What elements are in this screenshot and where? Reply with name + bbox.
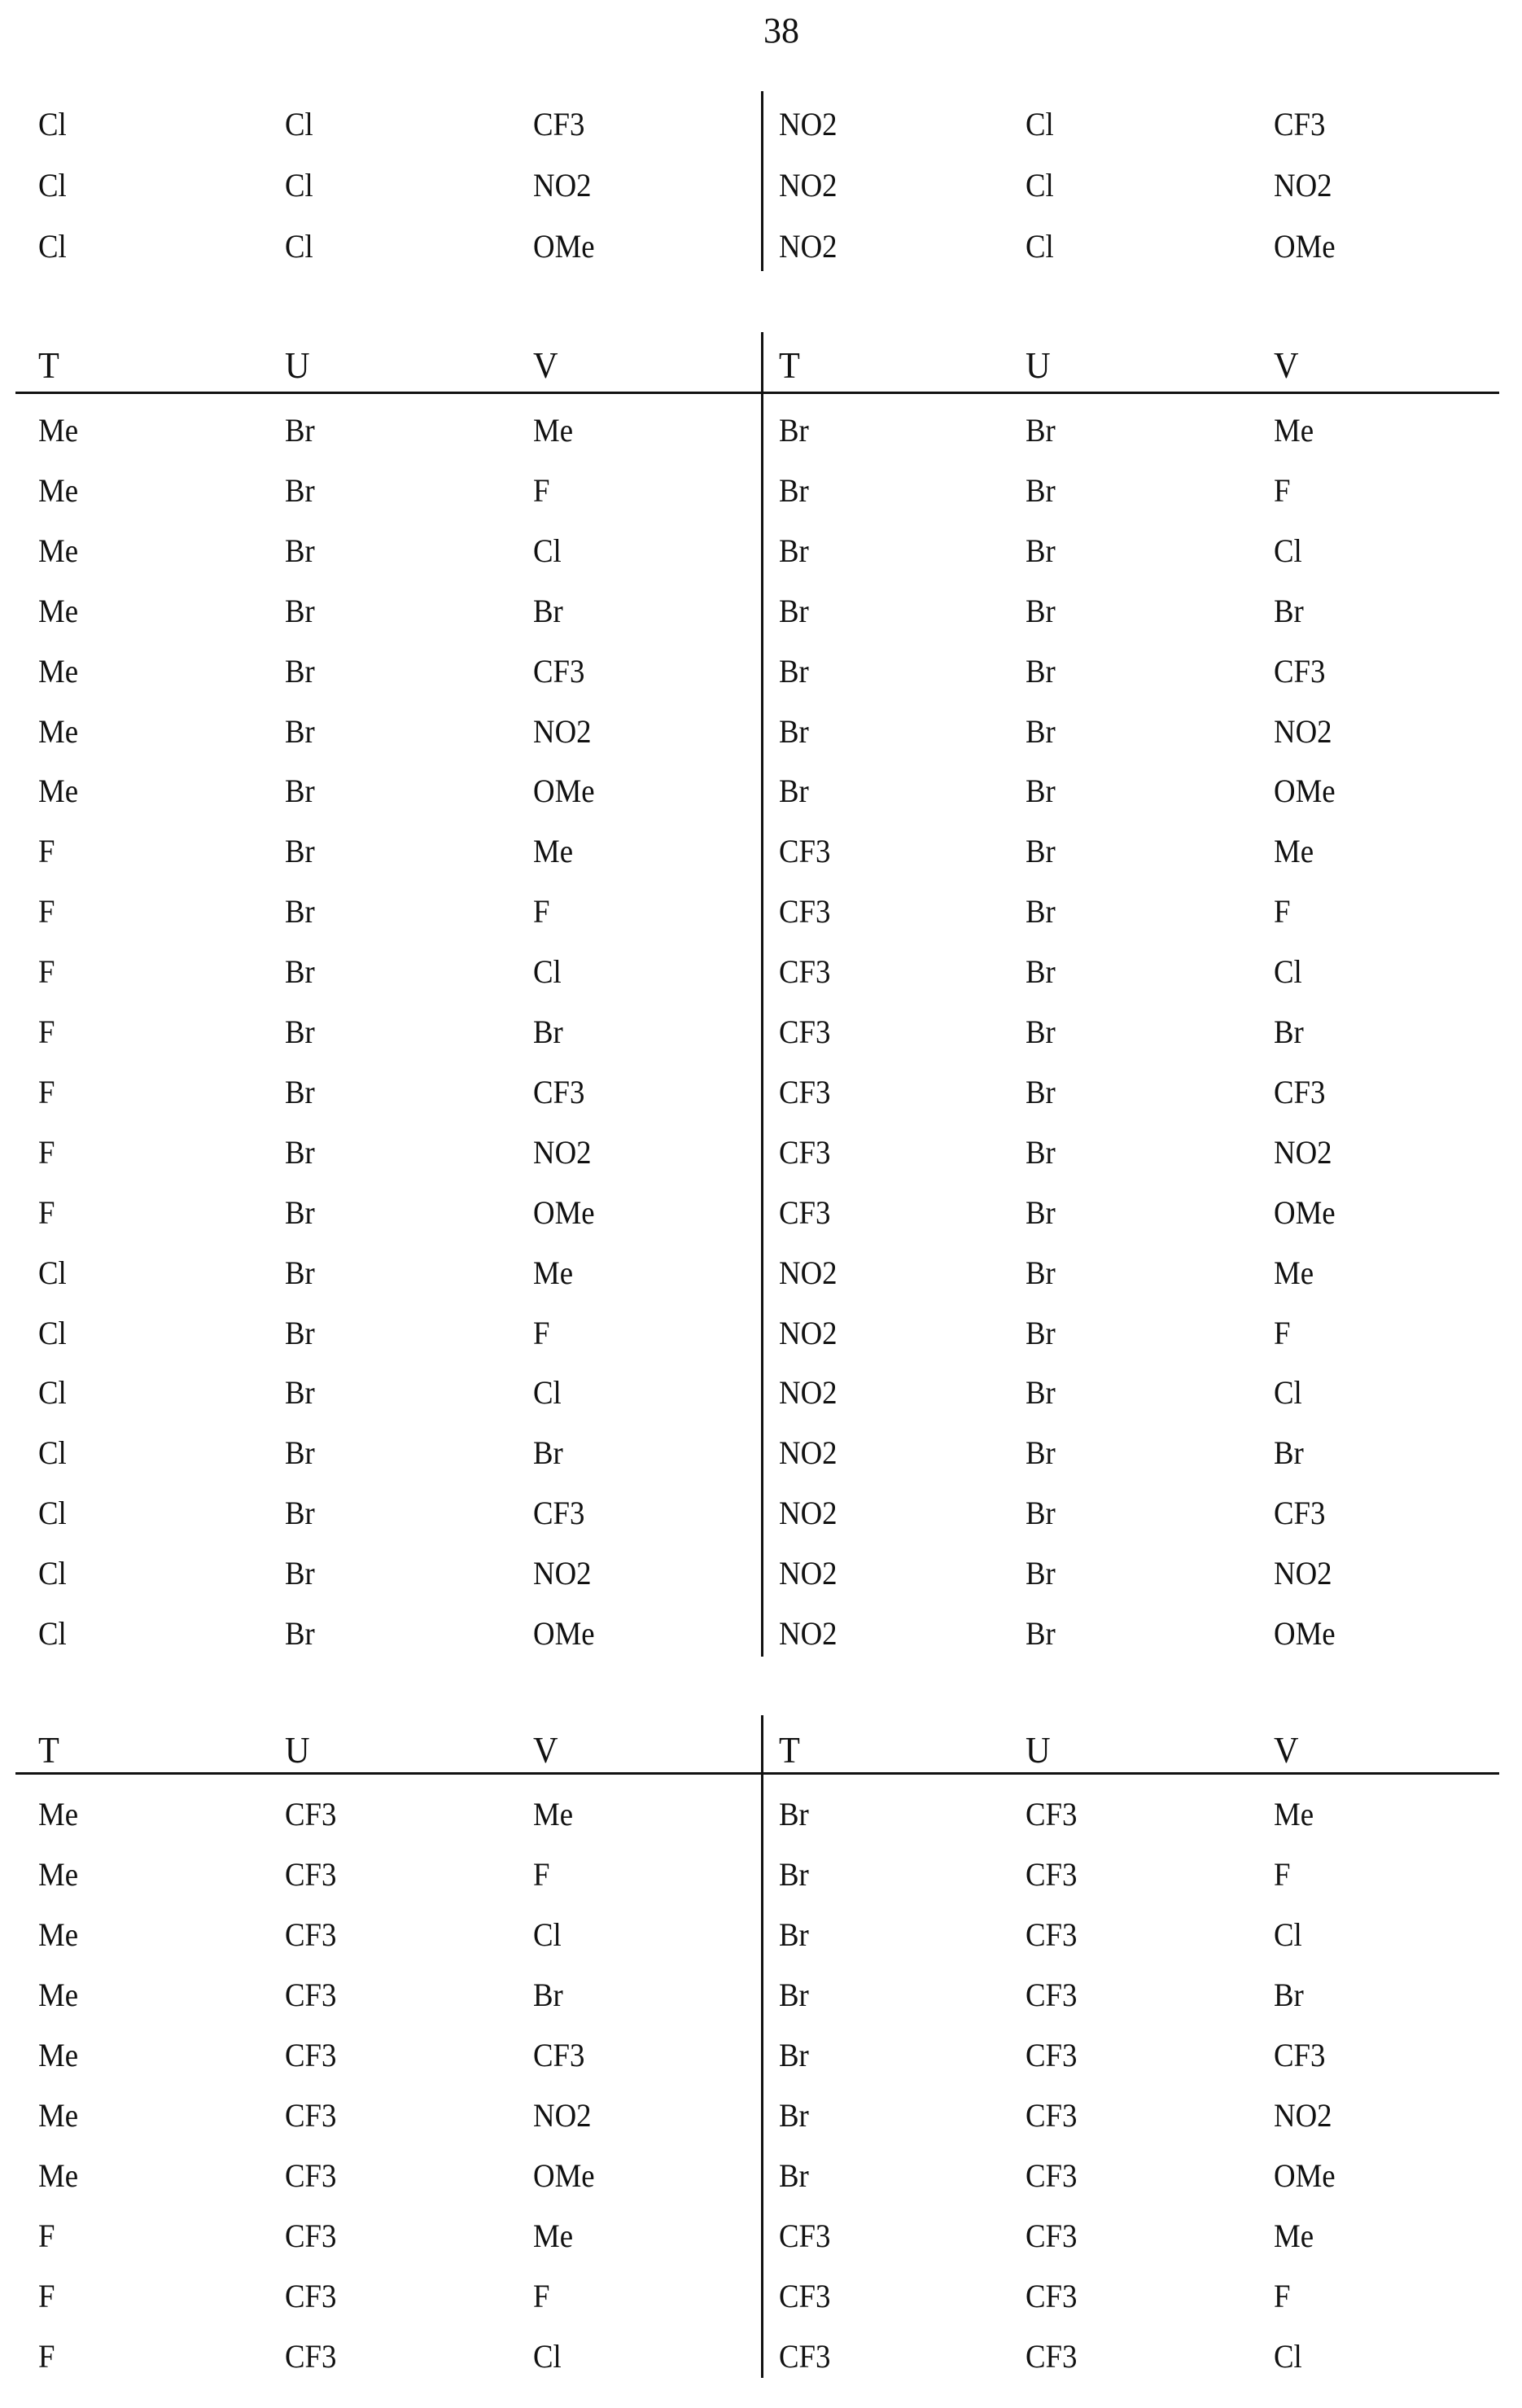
table-cell: Br — [285, 1012, 315, 1053]
table-cell: Cl — [533, 952, 562, 992]
table-cell: Br — [285, 1373, 315, 1413]
table-cell: Cl — [38, 226, 67, 267]
table-cell: F — [38, 891, 55, 932]
table-cell: CF3 — [779, 2216, 830, 2257]
table-cell: CF3 — [1026, 1915, 1077, 1955]
table-cell: F — [38, 952, 55, 992]
table-cell: F — [1274, 2276, 1290, 2317]
table-cell: Br — [285, 1493, 315, 1534]
table-cell: Cl — [38, 165, 67, 206]
table-cell: NO2 — [1274, 2095, 1332, 2136]
table-cell: NO2 — [779, 1553, 838, 1594]
table-cell: CF3 — [1026, 2216, 1077, 2257]
table-cell: CF3 — [779, 2336, 830, 2377]
table-cell: CF3 — [779, 1072, 830, 1113]
table-cell: Cl — [533, 1373, 562, 1413]
table-cell: CF3 — [285, 1975, 336, 2016]
table-cell: NO2 — [779, 1313, 838, 1354]
table-cell: F — [533, 1313, 549, 1354]
table-cell: Br — [779, 771, 809, 812]
table-cell: F — [38, 1132, 55, 1173]
table-cell: CF3 — [1026, 1794, 1077, 1835]
table-cell: Br — [1026, 410, 1056, 451]
table-cell: OMe — [1274, 1193, 1336, 1233]
table-cell: CF3 — [285, 2035, 336, 2076]
table-cell: CF3 — [285, 2216, 336, 2257]
table-cell: Br — [1274, 1433, 1304, 1473]
column-header: T — [779, 345, 800, 386]
table-cell: Me — [533, 1253, 573, 1294]
table-cell: Me — [533, 1794, 573, 1835]
table-cell: CF3 — [533, 1072, 584, 1113]
table-cell: Cl — [1274, 1915, 1302, 1955]
table-cell: OMe — [533, 226, 595, 267]
table-cell: Br — [779, 471, 809, 511]
table-cell: Br — [285, 531, 315, 571]
table-cell: Cl — [1274, 952, 1302, 992]
column-header: U — [1026, 1730, 1051, 1771]
table-cell: Cl — [285, 104, 313, 145]
table-cell: CF3 — [533, 651, 584, 692]
table-cell: Me — [38, 531, 78, 571]
column-divider — [761, 332, 763, 1657]
table-cell: Br — [285, 711, 315, 752]
table-cell: Br — [1274, 1975, 1304, 2016]
table-cell: Me — [38, 2156, 78, 2196]
table-cell: Br — [1026, 771, 1056, 812]
table-cell: Br — [779, 531, 809, 571]
table-cell: CF3 — [779, 831, 830, 872]
table-cell: Br — [533, 1012, 563, 1053]
table-cell: CF3 — [1274, 1493, 1325, 1534]
table-cell: OMe — [533, 771, 595, 812]
table-cell: F — [38, 1012, 55, 1053]
column-header: V — [533, 345, 558, 386]
table-cell: NO2 — [779, 226, 838, 267]
table-cell: OMe — [1274, 771, 1336, 812]
table-cell: CF3 — [779, 952, 830, 992]
table-cell: CF3 — [1274, 651, 1325, 692]
table-cell: Br — [1026, 1193, 1056, 1233]
table-cell: Br — [285, 1553, 315, 1594]
table-cell: CF3 — [779, 1012, 830, 1053]
table-cell: Br — [533, 1433, 563, 1473]
table-cell: Me — [1274, 410, 1314, 451]
table-cell: NO2 — [533, 1132, 592, 1173]
column-header: U — [285, 1730, 310, 1771]
table-cell: Br — [1026, 831, 1056, 872]
table-cell: Br — [779, 591, 809, 632]
table-cell: CF3 — [779, 891, 830, 932]
table-cell: Me — [533, 831, 573, 872]
table-cell: F — [38, 2336, 55, 2377]
table-cell: NO2 — [779, 104, 838, 145]
table-cell: CF3 — [533, 104, 584, 145]
table-cell: Br — [285, 1072, 315, 1113]
table-cell: Br — [1026, 471, 1056, 511]
table-cell: OMe — [1274, 1613, 1336, 1654]
table-cell: Cl — [1026, 165, 1054, 206]
table-cell: Br — [285, 1313, 315, 1354]
table-cell: CF3 — [1026, 2336, 1077, 2377]
table-cell: Br — [285, 771, 315, 812]
table-cell: CF3 — [1026, 1975, 1077, 2016]
table-cell: Cl — [38, 1433, 67, 1473]
table-cell: Cl — [38, 1553, 67, 1594]
table-cell: Br — [285, 1193, 315, 1233]
table-cell: Cl — [533, 531, 562, 571]
table-cell: Me — [38, 2035, 78, 2076]
table-cell: CF3 — [1026, 2276, 1077, 2317]
table-cell: OMe — [1274, 2156, 1336, 2196]
table-cell: NO2 — [779, 1433, 838, 1473]
table-cell: Br — [1026, 1072, 1056, 1113]
table-cell: F — [38, 831, 55, 872]
table-cell: Br — [779, 1915, 809, 1955]
table-cell: Cl — [533, 2336, 562, 2377]
table-cell: Br — [1026, 1493, 1056, 1534]
table-cell: Me — [38, 771, 78, 812]
table-cell: Br — [533, 591, 563, 632]
table-cell: CF3 — [1274, 1072, 1325, 1113]
table-cell: F — [533, 891, 549, 932]
table-cell: F — [38, 2276, 55, 2317]
table-cell: NO2 — [779, 165, 838, 206]
table-cell: Br — [1026, 711, 1056, 752]
table-cell: Br — [779, 2095, 809, 2136]
column-header: T — [779, 1730, 800, 1771]
table-cell: Br — [285, 651, 315, 692]
table-cell: Cl — [38, 1253, 67, 1294]
table-cell: Br — [1274, 1012, 1304, 1053]
table-cell: Br — [1026, 1132, 1056, 1173]
table-cell: Me — [38, 1794, 78, 1835]
table-cell: NO2 — [533, 1553, 592, 1594]
table-cell: CF3 — [285, 1854, 336, 1895]
table-cell: Br — [285, 1253, 315, 1294]
table-cell: Br — [285, 952, 315, 992]
table-cell: Br — [1026, 651, 1056, 692]
table-cell: CF3 — [533, 1493, 584, 1534]
table-cell: CF3 — [1026, 2156, 1077, 2196]
table-cell: Me — [38, 2095, 78, 2136]
table-cell: OMe — [533, 1613, 595, 1654]
table-cell: NO2 — [533, 2095, 592, 2136]
table-cell: Br — [285, 891, 315, 932]
table-cell: NO2 — [1274, 1553, 1332, 1594]
table-cell: CF3 — [779, 2276, 830, 2317]
table-cell: NO2 — [1274, 165, 1332, 206]
table-cell: NO2 — [779, 1253, 838, 1294]
column-header: V — [1274, 345, 1299, 386]
table-cell: CF3 — [1274, 2035, 1325, 2076]
table-cell: Cl — [285, 165, 313, 206]
table-cell: F — [1274, 891, 1290, 932]
column-divider — [761, 91, 763, 271]
table-cell: CF3 — [533, 2035, 584, 2076]
table-cell: Cl — [38, 1613, 67, 1654]
table-cell: Br — [1026, 891, 1056, 932]
table-cell: Br — [1026, 591, 1056, 632]
table-cell: Br — [285, 410, 315, 451]
table-cell: F — [533, 471, 549, 511]
table-cell: Cl — [533, 1915, 562, 1955]
table-cell: Me — [38, 1854, 78, 1895]
page-number: 38 — [0, 10, 1522, 51]
table-cell: Cl — [1274, 1373, 1302, 1413]
table-cell: Me — [38, 410, 78, 451]
table-cell: Br — [779, 1794, 809, 1835]
table-cell: Br — [1026, 531, 1056, 571]
table-cell: Br — [533, 1975, 563, 2016]
table-cell: Cl — [38, 1313, 67, 1354]
table-cell: Br — [1026, 1433, 1056, 1473]
table-cell: NO2 — [779, 1613, 838, 1654]
table-cell: NO2 — [533, 711, 592, 752]
table-cell: CF3 — [285, 2276, 336, 2317]
table-cell: Br — [779, 711, 809, 752]
table-cell: Br — [285, 1433, 315, 1473]
table-cell: F — [1274, 471, 1290, 511]
table-cell: Cl — [285, 226, 313, 267]
table-cell: F — [38, 2216, 55, 2257]
table-cell: Br — [285, 591, 315, 632]
table-cell: Br — [779, 1854, 809, 1895]
table-cell: NO2 — [1274, 711, 1332, 752]
table-cell: NO2 — [533, 165, 592, 206]
table-cell: Me — [38, 651, 78, 692]
header-rule — [15, 392, 1499, 394]
table-cell: Br — [1274, 591, 1304, 632]
header-rule — [15, 1772, 1499, 1775]
table-cell: Br — [1026, 952, 1056, 992]
table-cell: CF3 — [779, 1132, 830, 1173]
table-cell: Me — [1274, 831, 1314, 872]
table-cell: Cl — [1026, 104, 1054, 145]
table-cell: CF3 — [285, 1794, 336, 1835]
table-cell: CF3 — [1026, 2095, 1077, 2136]
column-header: U — [1026, 345, 1051, 386]
table-cell: CF3 — [1026, 2035, 1077, 2076]
table-cell: CF3 — [779, 1193, 830, 1233]
table-cell: Me — [38, 711, 78, 752]
table-cell: Br — [779, 2156, 809, 2196]
table-cell: Me — [38, 1975, 78, 2016]
table-cell: Me — [1274, 1794, 1314, 1835]
table-cell: Me — [1274, 2216, 1314, 2257]
table-cell: CF3 — [1026, 1854, 1077, 1895]
table-cell: F — [533, 2276, 549, 2317]
table-cell: F — [38, 1072, 55, 1113]
table-cell: Br — [779, 1975, 809, 2016]
table-cell: CF3 — [285, 1915, 336, 1955]
table-cell: Me — [533, 410, 573, 451]
table-cell: OMe — [533, 1193, 595, 1233]
column-header: U — [285, 345, 310, 386]
table-cell: Cl — [1274, 531, 1302, 571]
table-cell: CF3 — [285, 2336, 336, 2377]
column-header: T — [38, 345, 59, 386]
table-cell: Br — [1026, 1313, 1056, 1354]
table-cell: Cl — [1026, 226, 1054, 267]
table-cell: NO2 — [1274, 1132, 1332, 1173]
table-cell: Me — [38, 1915, 78, 1955]
table-cell: NO2 — [779, 1373, 838, 1413]
table-cell: Me — [533, 2216, 573, 2257]
table-cell: Br — [285, 1613, 315, 1654]
table-cell: F — [38, 1193, 55, 1233]
table-cell: Me — [1274, 1253, 1314, 1294]
table-cell: Br — [1026, 1613, 1056, 1654]
table-cell: Br — [285, 471, 315, 511]
table-cell: Cl — [1274, 2336, 1302, 2377]
table-cell: NO2 — [779, 1493, 838, 1534]
table-cell: Br — [285, 1132, 315, 1173]
column-header: V — [1274, 1730, 1299, 1771]
column-divider — [761, 1715, 763, 2378]
table-cell: OMe — [533, 2156, 595, 2196]
table-cell: Me — [38, 591, 78, 632]
table-cell: CF3 — [1274, 104, 1325, 145]
column-header: T — [38, 1730, 59, 1771]
table-cell: CF3 — [285, 2095, 336, 2136]
table-cell: Cl — [38, 1373, 67, 1413]
table-cell: Cl — [38, 104, 67, 145]
table-cell: Br — [779, 651, 809, 692]
table-cell: Br — [779, 2035, 809, 2076]
table-cell: Br — [285, 831, 315, 872]
table-cell: F — [1274, 1854, 1290, 1895]
table-cell: Br — [1026, 1373, 1056, 1413]
table-cell: Br — [1026, 1253, 1056, 1294]
table-cell: Br — [779, 410, 809, 451]
table-cell: Cl — [38, 1493, 67, 1534]
table-cell: Br — [1026, 1553, 1056, 1594]
table-cell: Br — [1026, 1012, 1056, 1053]
table-cell: F — [533, 1854, 549, 1895]
table-cell: Me — [38, 471, 78, 511]
column-header: V — [533, 1730, 558, 1771]
table-cell: OMe — [1274, 226, 1336, 267]
table-cell: CF3 — [285, 2156, 336, 2196]
table-cell: F — [1274, 1313, 1290, 1354]
